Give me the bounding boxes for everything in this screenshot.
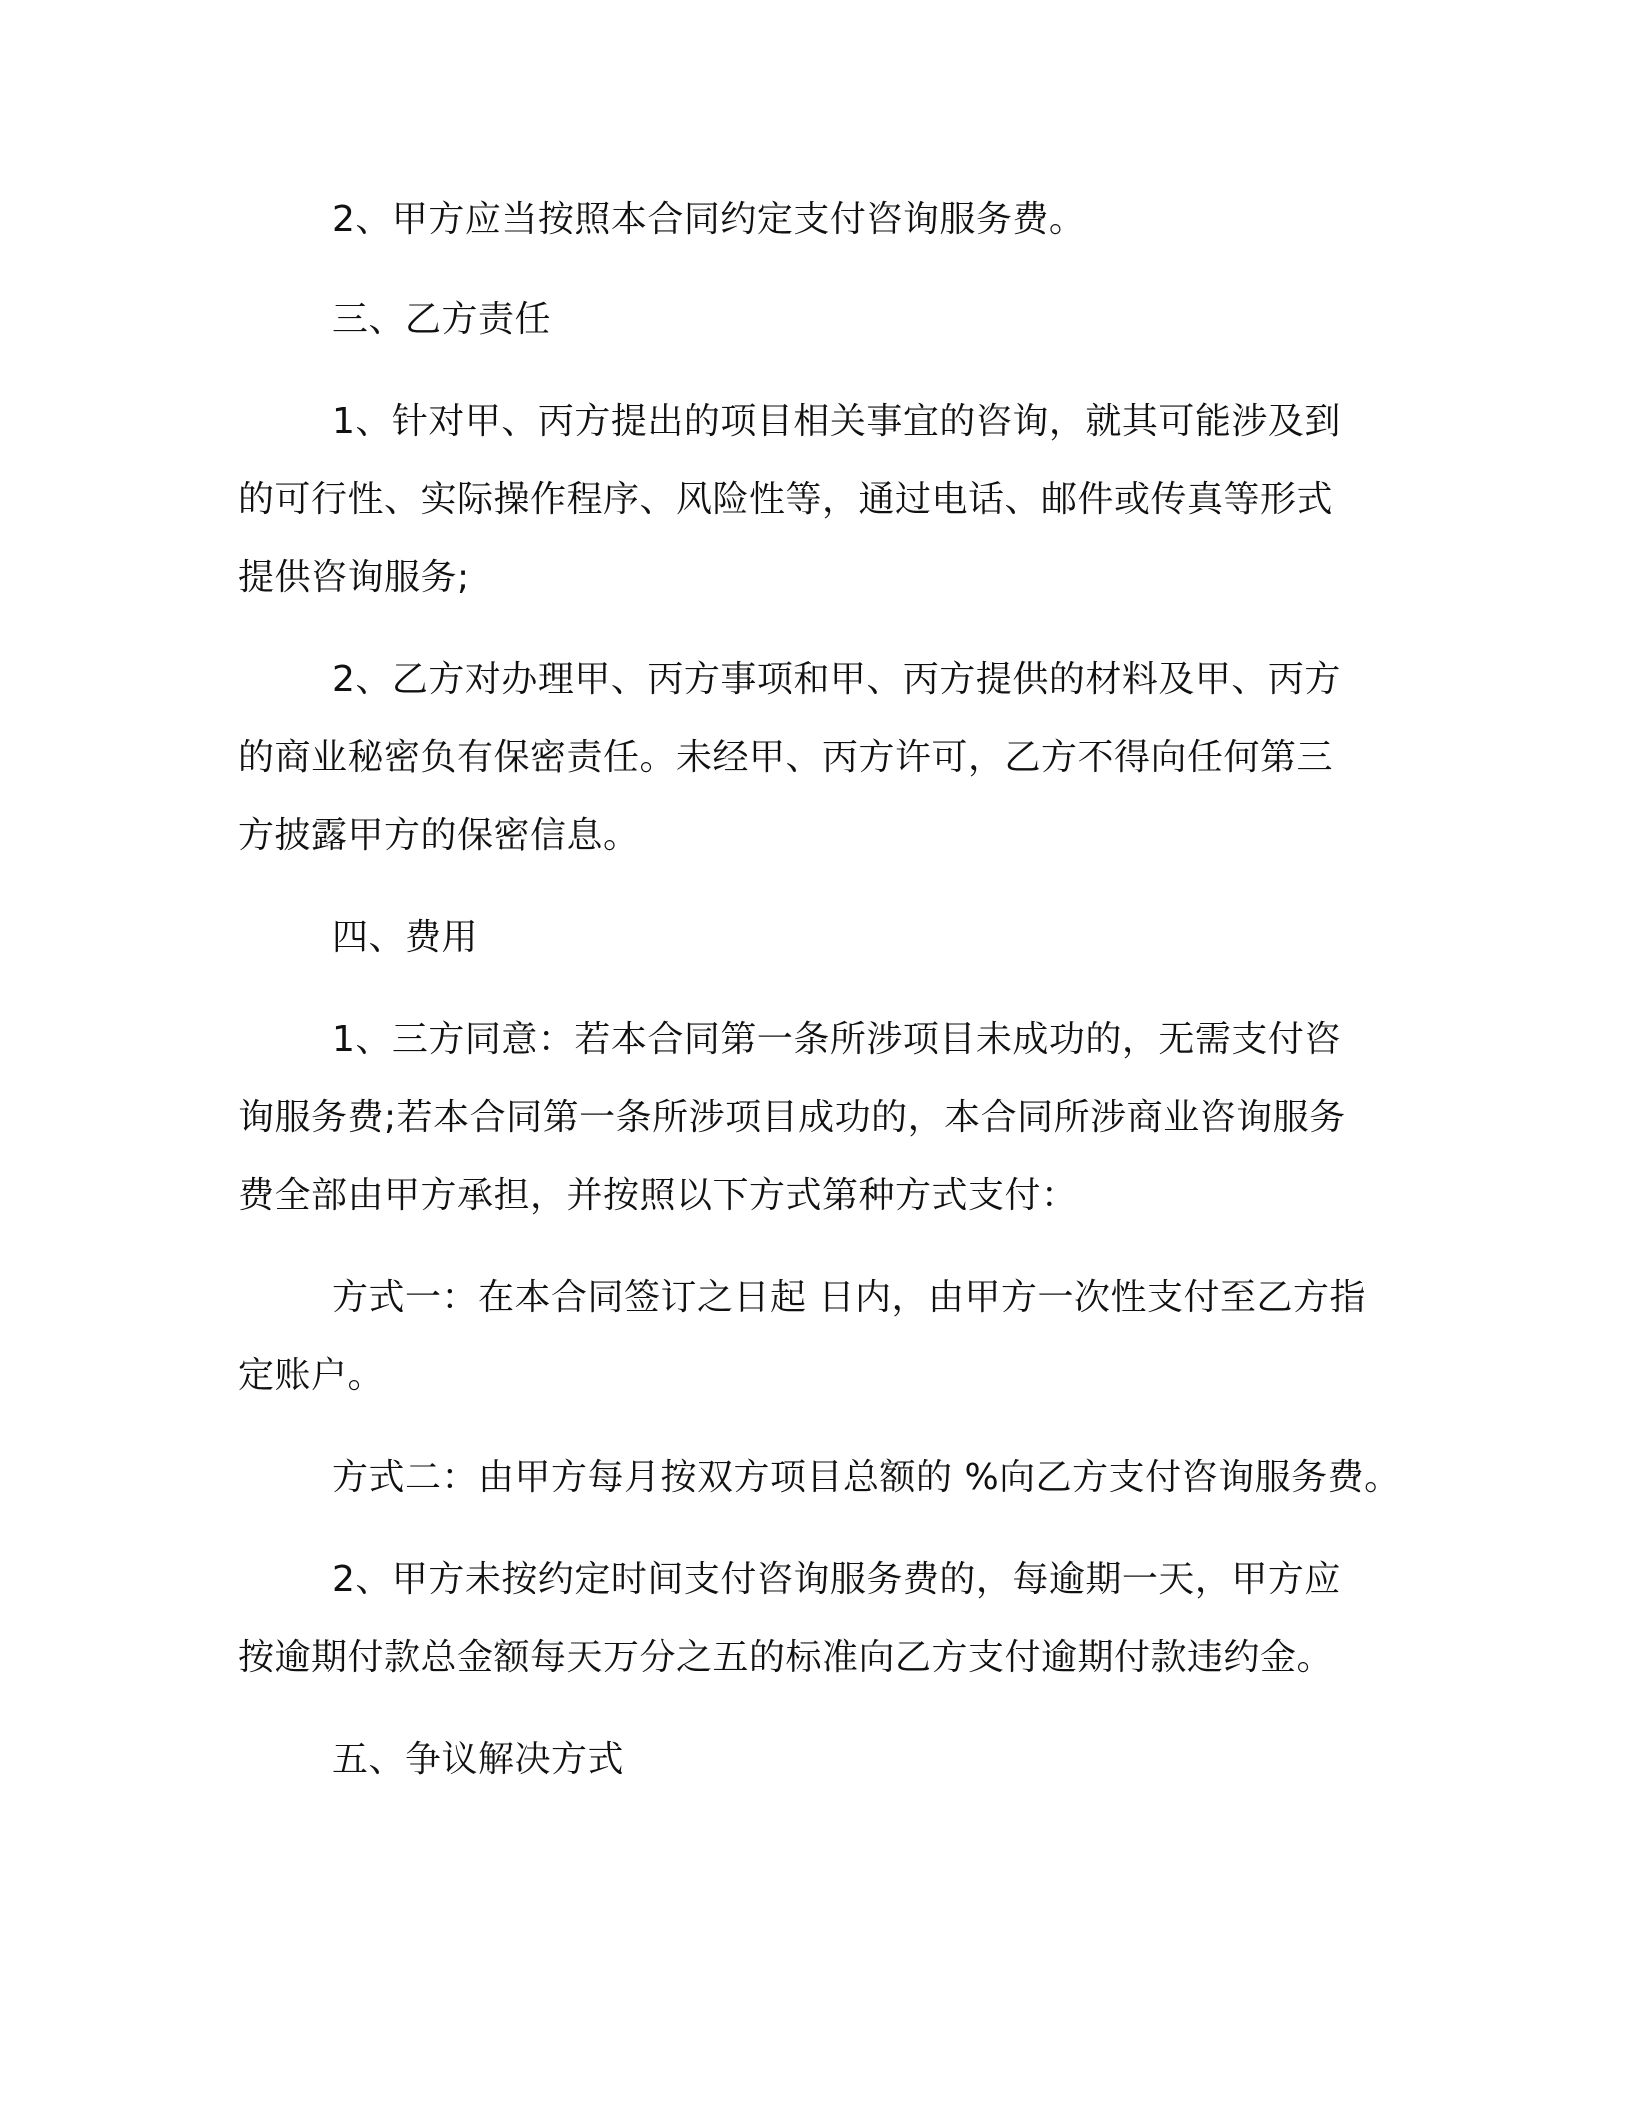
section-heading-party-b-responsibility: 三、乙方责任 bbox=[332, 299, 552, 340]
clause-2-line-3: 方披露甲方的保密信息。 bbox=[238, 815, 640, 856]
clause-2-payment-duty: 2、甲方应当按照本合同约定支付咨询服务费。 bbox=[332, 199, 1086, 240]
clause-1-line-3: 提供咨询服务; bbox=[238, 557, 470, 598]
section-heading-dispute-resolution: 五、争议解决方式 bbox=[332, 1739, 625, 1780]
fees-clause-2-line-1: 2、甲方未按约定时间支付咨询服务费的，每逾期一天，甲方应 bbox=[332, 1559, 1341, 1600]
section-heading-fees: 四、费用 bbox=[332, 917, 479, 958]
clause-1-line-1: 1、针对甲、丙方提出的项目相关事宜的咨询，就其可能涉及到 bbox=[332, 401, 1341, 442]
method-one-line-1: 方式一：在本合同签订之日起 日内，由甲方一次性支付至乙方指 bbox=[332, 1277, 1366, 1318]
method-one-line-2: 定账户。 bbox=[238, 1355, 385, 1396]
clause-2-line-1: 2、乙方对办理甲、丙方事项和甲、丙方提供的材料及甲、丙方 bbox=[332, 659, 1341, 700]
fees-clause-1-line-3: 费全部由甲方承担，并按照以下方式第种方式支付： bbox=[238, 1175, 1078, 1216]
clause-1-line-2: 的可行性、实际操作程序、风险性等，通过电话、邮件或传真等形式 bbox=[238, 479, 1334, 520]
clause-2-line-2: 的商业秘密负有保密责任。未经甲、丙方许可，乙方不得向任何第三 bbox=[238, 737, 1334, 778]
fees-clause-1-line-1: 1、三方同意：若本合同第一条所涉项目未成功的，无需支付咨 bbox=[332, 1019, 1341, 1060]
fees-clause-1-line-2: 询服务费;若本合同第一条所涉项目成功的，本合同所涉商业咨询服务 bbox=[238, 1097, 1346, 1138]
fees-clause-2-line-2: 按逾期付款总金额每天万分之五的标准向乙方支付逾期付款违约金。 bbox=[238, 1637, 1334, 1678]
method-two: 方式二：由甲方每月按双方项目总额的 %向乙方支付咨询服务费。 bbox=[332, 1457, 1401, 1498]
